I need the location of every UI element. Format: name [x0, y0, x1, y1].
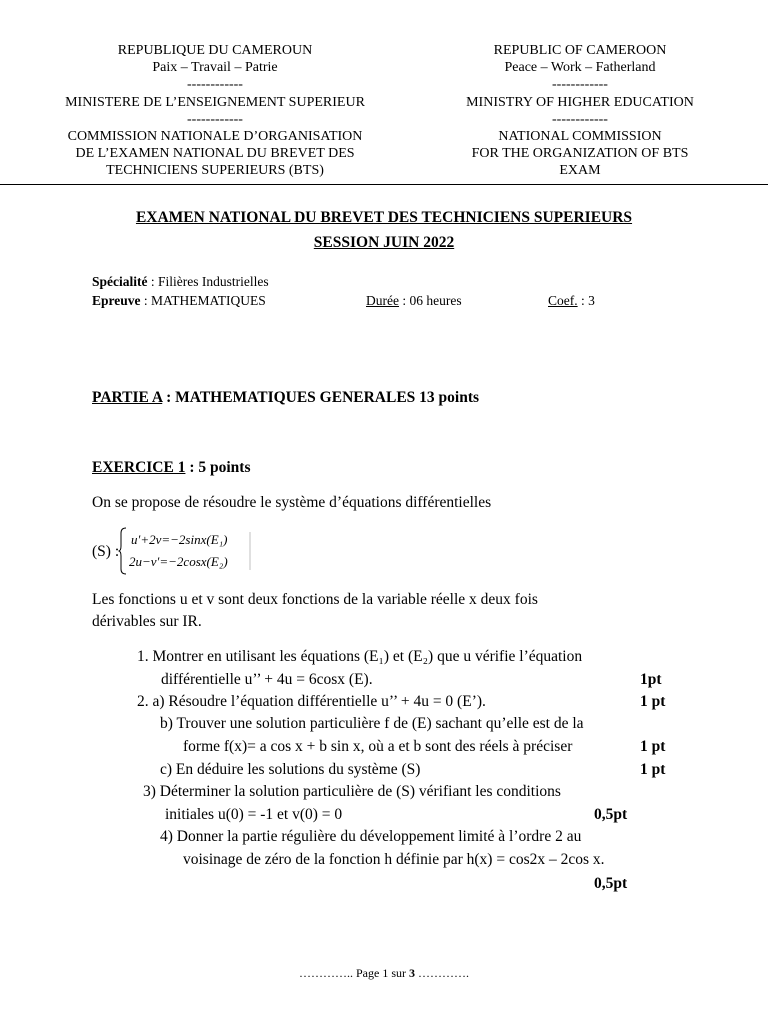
header-left-line: REPUBLIQUE DU CAMEROUN: [117, 43, 313, 58]
coef-value: : 3: [577, 293, 595, 308]
header-left-line: ------------: [187, 77, 243, 93]
header-right-line: ------------: [552, 77, 608, 93]
system-label: (S) :: [92, 543, 120, 560]
duree-label: Durée: [366, 293, 399, 308]
epreuve-line: [92, 293, 266, 309]
question-2a-points: 1 pt: [640, 693, 666, 710]
exercice-1-heading: [92, 459, 250, 477]
exam-title: EXAMEN NATIONAL DU BREVET DES TECHNICIENS SUPERIEURS: [135, 209, 633, 226]
specialite-label: Spécialité: [92, 274, 148, 289]
header-right-block: [410, 42, 750, 180]
header-right-line: Peace – Work – Fatherland: [504, 60, 656, 76]
question-1-line-1: 1. Montrer en utilisant les équations (E₁) et (E₂) que u vérifie l’équation: [137, 648, 583, 665]
question-3-line-1: 3) Déterminer la solution particulière de (S) vérifiant les conditions: [143, 783, 561, 800]
header-left-line: ------------: [187, 111, 243, 127]
footer-page-text: Page 1 sur: [353, 966, 409, 980]
page-footer: [0, 966, 768, 981]
header-right-line: REPUBLIC OF CAMEROON: [493, 43, 667, 58]
system-brace-icon: [118, 527, 128, 575]
header-left-block: [30, 42, 400, 180]
header-left-line: TECHNICIENS SUPERIEURS (BTS): [106, 163, 324, 179]
header-right-line: EXAM: [559, 163, 601, 179]
footer-dots-left: …………..: [299, 966, 353, 980]
header-right-line: NATIONAL COMMISSION: [498, 129, 662, 145]
question-4-line-1: 4) Donner la partie régulière du développement limité à l’ordre 2 au: [160, 828, 582, 845]
question-2b-line-2: forme f(x)= a cos x + b sin x, où a et b sont des réels à préciser: [183, 738, 573, 755]
question-1-line-2: différentielle u’’ + 4u = 6cosx (E).: [161, 671, 373, 688]
footer-dots-right: ………….: [415, 966, 469, 980]
duree-value: : 06 heures: [398, 293, 462, 308]
specialite-value: : Filières Industrielles: [147, 274, 269, 289]
question-3-points: 0,5pt: [594, 806, 628, 823]
coef-line: [548, 293, 595, 309]
question-4-line-2: voisinage de zéro de la fonction h définie par h(x) = cos2x – 2cos x.: [183, 851, 605, 868]
partie-a-label: PARTIE A: [92, 389, 163, 406]
coef-label: Coef.: [548, 293, 578, 308]
exercice-intro: On se propose de résoudre le système d’équations différentielles: [92, 494, 492, 511]
exam-session: SESSION JUIN 2022: [313, 234, 455, 251]
epreuve-label: Epreuve: [92, 293, 141, 308]
header-left-line: COMMISSION NATIONALE D’ORGANISATION: [67, 129, 363, 145]
question-3-line-2: initiales u(0) = -1 et v(0) = 0: [165, 806, 343, 823]
question-2a: 2. a) Résoudre l’équation différentielle u’’ + 4u = 0 (E’).: [137, 693, 486, 710]
header-divider: [0, 184, 768, 185]
exercice-1-label: EXERCICE 1: [92, 459, 186, 476]
question-4-points: 0,5pt: [594, 875, 628, 892]
epreuve-value: : MATHEMATIQUES: [140, 293, 266, 308]
duree-line: [366, 293, 462, 309]
partie-a-rest: : MATHEMATIQUES GENERALES 13 points: [162, 389, 480, 406]
header-left-line: MINISTERE DE L’ENSEIGNEMENT SUPERIEUR: [65, 94, 365, 110]
footer-page-total: 3: [409, 966, 415, 980]
question-2b-points: 1 pt: [640, 738, 666, 755]
question-2c-points: 1 pt: [640, 761, 666, 778]
header-left-line: Paix – Travail – Patrie: [152, 60, 278, 76]
question-2c: c) En déduire les solutions du système (S): [160, 761, 421, 778]
partie-a-heading: [92, 389, 479, 407]
system-right-bracket-icon: [249, 531, 257, 571]
question-1-points: 1pt: [640, 671, 662, 688]
exercice-1-rest: : 5 points: [185, 459, 251, 476]
functions-text-line-1: Les fonctions u et v sont deux fonctions de la variable réelle x deux fois: [92, 591, 538, 608]
system-equation-2: 2u−v′=−2cosx(E₂): [129, 554, 228, 569]
header-right-line: ------------: [552, 111, 608, 127]
header-right-line: MINISTRY OF HIGHER EDUCATION: [466, 94, 694, 110]
system-equation-1: u′+2v=−2sinx(E₁): [131, 532, 228, 547]
question-2b-line-1: b) Trouver une solution particulière f de (E) sachant qu’elle est de la: [160, 715, 584, 732]
header-right-line: FOR THE ORGANIZATION OF BTS: [471, 146, 689, 162]
functions-text-line-2: dérivables sur IR.: [92, 613, 202, 630]
header-left-line: DE L’EXAMEN NATIONAL DU BREVET DES: [75, 146, 355, 162]
specialite-line: [92, 274, 269, 290]
